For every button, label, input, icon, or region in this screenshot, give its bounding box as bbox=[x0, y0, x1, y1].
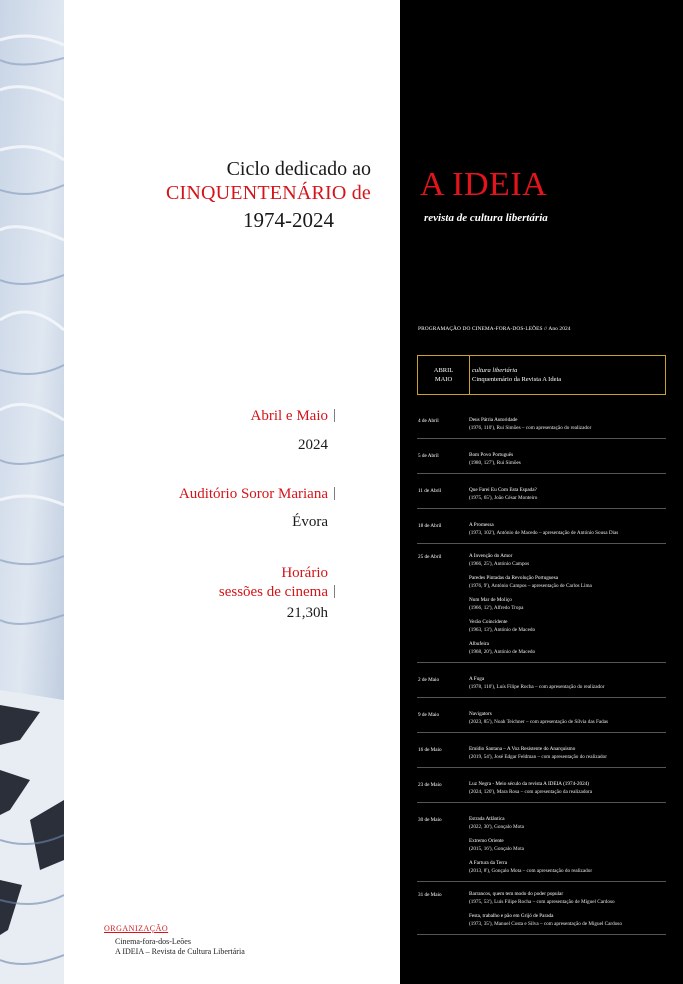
film-info: (1978, 110'), Luís Filipe Rocha – com apresentação do realizador bbox=[469, 684, 605, 690]
film-entry bbox=[469, 416, 666, 432]
film-info: (2019, 54'), José Edgar Feldman – com apresentação do realizador bbox=[469, 754, 607, 760]
schedule-films bbox=[469, 710, 666, 732]
schedule-films bbox=[469, 451, 666, 473]
film-entry bbox=[469, 912, 666, 928]
painting-strip bbox=[0, 0, 64, 984]
schedule-films bbox=[469, 675, 666, 697]
horario-label: Horário bbox=[281, 565, 328, 581]
film-title: Deus Pátria Autoridade bbox=[469, 417, 518, 423]
film-entry bbox=[469, 859, 666, 875]
schedule-date: 30 de Maio bbox=[418, 817, 442, 823]
film-entry bbox=[469, 815, 666, 831]
film-info: (1968, 20'), António de Macedo bbox=[469, 649, 536, 655]
schedule-date: 11 de Abril bbox=[418, 488, 442, 494]
cycle-box bbox=[417, 355, 666, 395]
film-info: (1966, 25'), António Campos bbox=[469, 561, 530, 567]
cycle-box-title bbox=[470, 356, 561, 394]
cycle-heading-line1: Ciclo dedicado ao bbox=[226, 158, 371, 180]
film-title: Luz Negra - Meio século da revista A IDEIA (1974-2024) bbox=[469, 781, 589, 787]
film-entry bbox=[469, 710, 666, 726]
film-entry bbox=[469, 890, 666, 906]
schedule-day bbox=[417, 474, 666, 509]
organization-line: A IDEIA – Revista de Cultura Libertária bbox=[115, 947, 245, 956]
film-info: (1980, 127'), Rui Simões bbox=[469, 460, 521, 466]
abstract-painting bbox=[0, 0, 64, 984]
cycle-box-months bbox=[418, 356, 470, 394]
film-entry bbox=[469, 745, 666, 761]
separator: | bbox=[332, 485, 336, 501]
film-info: (2024, 120'), Mara Rosa – com apresentação da realizadora bbox=[469, 789, 593, 795]
schedule-date: 5 de Abril bbox=[418, 453, 439, 459]
schedule-date: 23 de Maio bbox=[418, 782, 442, 788]
schedule-list bbox=[417, 416, 666, 935]
film-title: A Fuga bbox=[469, 676, 485, 682]
schedule-day bbox=[417, 768, 666, 803]
film-entry bbox=[469, 640, 666, 656]
schedule-day bbox=[417, 803, 666, 882]
organization-block bbox=[104, 924, 245, 957]
organization-line: Cinema-fora-dos-Leões bbox=[115, 937, 191, 946]
film-title: Navigators bbox=[469, 711, 492, 717]
schedule-films bbox=[469, 890, 666, 934]
film-title: Paredes Pintadas da Revolução Portuguesa bbox=[469, 575, 559, 581]
intro-column bbox=[64, 0, 400, 984]
city-value: Évora bbox=[292, 514, 328, 530]
film-info: (1975, 53'), Luís Filipe Rocha – com apresentação de Miguel Cardoso bbox=[469, 899, 615, 905]
schedule-films bbox=[469, 552, 666, 662]
film-entry bbox=[469, 618, 666, 634]
separator: | bbox=[332, 583, 336, 599]
schedule-day bbox=[417, 663, 666, 698]
film-info: (2022, 30'), Gonçalo Mota bbox=[469, 824, 524, 830]
film-entry bbox=[469, 552, 666, 568]
year-value: 2024 bbox=[298, 437, 328, 453]
venue-label: Auditório Soror Mariana bbox=[178, 486, 328, 502]
film-info: (2023, 85'), Noah Teichner – com apresentação de Sílvia das Fadas bbox=[469, 719, 609, 725]
film-entry bbox=[469, 486, 666, 502]
months-label: Abril e Maio bbox=[250, 408, 328, 424]
schedule-date: 9 de Maio bbox=[418, 712, 440, 718]
cycle-years: 1974-2024 bbox=[243, 208, 334, 232]
schedule-day bbox=[417, 733, 666, 768]
film-title: A Invenção do Amor bbox=[469, 553, 513, 559]
film-entry bbox=[469, 596, 666, 612]
box-month: MAIO bbox=[434, 376, 453, 383]
film-info: (2015, 16'), Gonçalo Mota bbox=[469, 846, 524, 852]
film-title: Estrada Atlântica bbox=[469, 816, 505, 822]
box-subtitle: Cinquentenário da Revista A Ideia bbox=[472, 376, 562, 383]
organization-title: ORGANIZAÇÃO bbox=[104, 924, 169, 933]
schedule-films bbox=[469, 745, 666, 767]
programme-column bbox=[400, 0, 683, 984]
schedule-date: 18 de Abril bbox=[418, 523, 442, 529]
schedule-day bbox=[417, 509, 666, 544]
schedule-day bbox=[417, 882, 666, 935]
film-info: (1976, 9'), António Campos – apresentação de Carlos Lima bbox=[469, 583, 592, 589]
film-info: (1973, 35'), Manuel Costa e Silva – com apresentação de Miguel Cardoso bbox=[469, 921, 622, 927]
film-title: Verão Coincidente bbox=[469, 619, 508, 625]
film-info: (1963, 13'), António de Macedo bbox=[469, 627, 536, 633]
schedule-day bbox=[417, 416, 666, 439]
film-info: (1966, 12'), Alfredo Tropa bbox=[469, 605, 524, 611]
cycle-heading-line2: CINQUENTENÁRIO de bbox=[165, 182, 371, 204]
film-title: Extremo Oriente bbox=[469, 838, 504, 844]
film-info: (1976, 110'), Rui Simões – com apresentação do realizador bbox=[469, 425, 592, 431]
film-title: Emídio Santana – A Voz Resistente do Anarquismo bbox=[469, 746, 576, 752]
sessions-label: sessões de cinema bbox=[218, 584, 328, 600]
schedule-day bbox=[417, 439, 666, 474]
schedule-films bbox=[469, 486, 666, 508]
film-info: (2013, 8'), Gonçalo Mota – com apresentação do realizador bbox=[469, 868, 593, 874]
box-month: ABRIL bbox=[433, 367, 454, 374]
film-title: Barrancos, quem tem modo do poder popular bbox=[469, 891, 564, 897]
time-value: 21,30h bbox=[286, 605, 328, 621]
film-entry bbox=[469, 675, 666, 691]
film-title: Albufeira bbox=[469, 641, 489, 647]
schedule-date: 4 de Abril bbox=[418, 418, 439, 424]
schedule-films bbox=[469, 815, 666, 881]
film-title: A Promessa bbox=[469, 522, 494, 528]
film-entry bbox=[469, 780, 666, 796]
film-title: Que Farei Eu Com Esta Espada? bbox=[469, 487, 537, 493]
film-title: Festa, trabalho e pão em Grijó de Parada bbox=[469, 913, 554, 919]
film-info: (1973, 102'), António de Macedo – apresentação de António Sousa Dias bbox=[469, 530, 619, 536]
separator: | bbox=[332, 407, 336, 423]
schedule-films bbox=[469, 521, 666, 543]
schedule-date: 25 de Abril bbox=[418, 554, 442, 560]
box-title: cultura libertária bbox=[472, 367, 518, 374]
film-title: A Fartura da Terra bbox=[469, 860, 507, 866]
schedule-day bbox=[417, 544, 666, 663]
film-info: (1975, 65'), João César Monteiro bbox=[469, 495, 538, 501]
schedule-date: 2 de Maio bbox=[418, 677, 440, 683]
film-entry bbox=[469, 574, 666, 590]
schedule-date: 31 de Maio bbox=[418, 892, 442, 898]
magazine-subtitle: revista de cultura libertária bbox=[424, 212, 548, 224]
schedule-films bbox=[469, 780, 666, 802]
schedule-films bbox=[469, 416, 666, 438]
film-title: Bom Povo Português bbox=[469, 452, 514, 458]
film-entry bbox=[469, 837, 666, 853]
schedule-date: 16 de Maio bbox=[418, 747, 442, 753]
programme-header: PROGRAMAÇÃO DO CINEMA-FORA-DOS-LEÕES // Ano 2024 bbox=[418, 326, 571, 332]
film-entry bbox=[469, 451, 666, 467]
film-entry bbox=[469, 521, 666, 537]
schedule-day bbox=[417, 698, 666, 733]
film-title: Num Mar de Moliço bbox=[469, 597, 512, 603]
magazine-title: A IDEIA bbox=[420, 166, 548, 203]
